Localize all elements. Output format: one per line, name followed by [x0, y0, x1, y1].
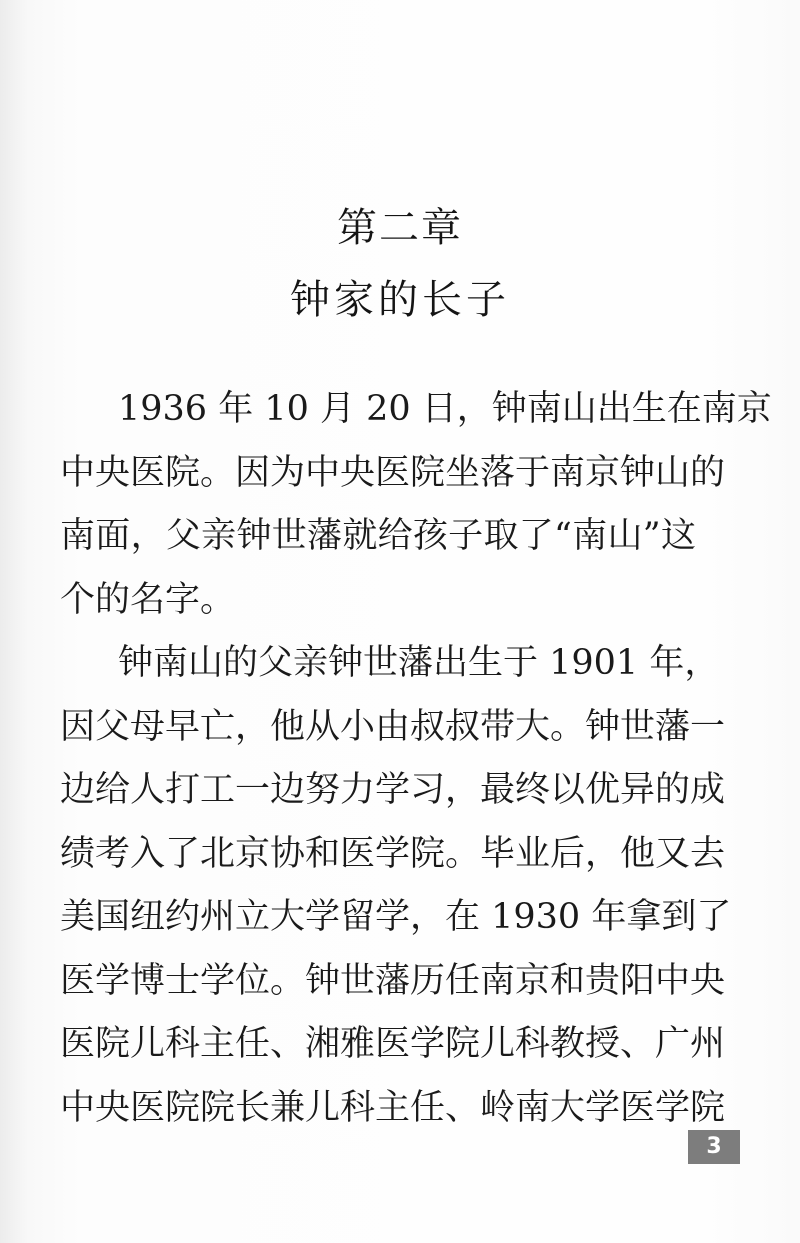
paragraph-2-line: 绩考入了北京协和医学院。毕业后，他又去 — [60, 833, 726, 874]
paragraph-1-line: 个的名字。 — [60, 579, 236, 620]
paragraph-2-line: 医学博士学位。钟世藩历任南京和贵阳中央 — [60, 960, 726, 1001]
paragraph-2-line: 医院儿科主任、湘雅医学院儿科教授、广州 — [60, 1024, 726, 1064]
paragraph-2-line: 钟南山的父亲钟世藩出生于 1901 年， — [118, 643, 720, 683]
chapter-number: 第二章 — [337, 205, 463, 251]
paragraph-1-line: 1936 年 10 月 20 日，钟南山出生在南京 — [118, 389, 772, 429]
paragraph-2-line: 美国纽约州立大学留学，在 1930 年拿到了 — [60, 897, 732, 937]
body-text — [60, 378, 772, 1140]
paragraph-2-line: 边给人打工一边努力学习，最终以优异的成 — [60, 770, 726, 810]
paragraph-2-line: 中央医院院长兼儿科主任、岭南大学医学院 — [60, 1087, 726, 1128]
paragraph-1-line: 南面，父亲钟世藩就给孩子取了“南山”这 — [60, 516, 696, 556]
chapter-title: 钟家的长子 — [290, 277, 510, 323]
page-number: 3 — [688, 1130, 740, 1164]
paragraph-2-line: 因父母早亡，他从小由叔叔带大。钟世藩一 — [60, 706, 726, 747]
paragraph-1-line: 中央医院。因为中央医院坐落于南京钟山的 — [60, 452, 726, 493]
